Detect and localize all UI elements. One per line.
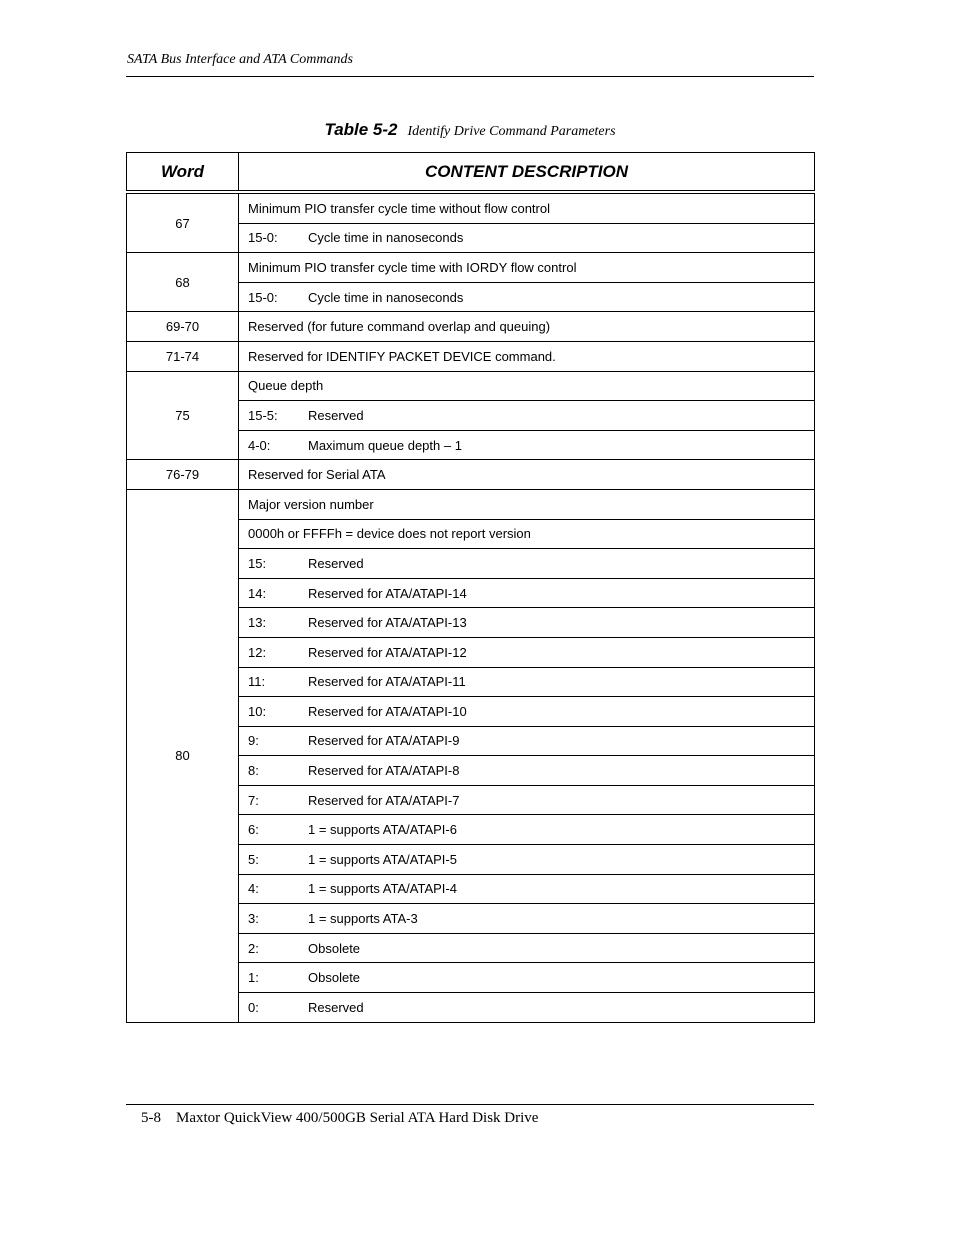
bit-range-label: 8: — [248, 763, 259, 779]
word-cell: 67 — [127, 192, 239, 253]
description-cell — [239, 253, 815, 283]
description-text: Reserved — [308, 407, 364, 423]
table-row — [127, 371, 815, 401]
description-text: Reserved (for future command overlap and queuing) — [248, 319, 551, 335]
description-text: Cycle time in nanoseconds — [308, 230, 464, 246]
word-cell: 76-79 — [127, 460, 239, 490]
description-text: 1 = supports ATA-3 — [308, 911, 418, 927]
description-cell — [239, 341, 815, 371]
bit-range-label: 12: — [248, 644, 267, 660]
description-cell — [239, 667, 815, 697]
identify-drive-table — [126, 152, 815, 1023]
description-text: 0000h or FFFFh = device does not report version — [248, 526, 531, 542]
table-caption-title: Identify Drive Command Parameters — [407, 124, 616, 139]
page-footer — [141, 1110, 538, 1127]
table-caption-label: Table 5-2 — [324, 120, 398, 139]
description-text: Reserved — [308, 999, 364, 1015]
description-cell — [239, 578, 815, 608]
bit-range-label: 15-5: — [248, 407, 278, 423]
description-cell — [239, 697, 815, 727]
description-cell — [239, 993, 815, 1023]
description-cell — [239, 549, 815, 579]
description-cell — [239, 933, 815, 963]
bit-range-label: 2: — [248, 940, 259, 956]
bit-range-label: 4: — [248, 881, 259, 897]
description-text: Reserved for ATA/ATAPI-8 — [308, 763, 460, 779]
description-cell — [239, 904, 815, 934]
description-text: 1 = supports ATA/ATAPI-5 — [308, 851, 457, 867]
description-text: Reserved for ATA/ATAPI-9 — [308, 733, 460, 749]
description-text: Reserved for ATA/ATAPI-14 — [308, 585, 467, 601]
page-number: 5-8 — [141, 1110, 161, 1126]
description-text: Reserved for ATA/ATAPI-10 — [308, 703, 467, 719]
description-text: Reserved for Serial ATA — [248, 467, 386, 483]
description-cell — [239, 637, 815, 667]
bit-range-label: 15: — [248, 555, 267, 571]
description-cell — [239, 874, 815, 904]
description-text: Reserved for ATA/ATAPI-13 — [308, 615, 467, 631]
word-cell: 71-74 — [127, 341, 239, 371]
description-cell — [239, 282, 815, 312]
description-text: Reserved — [308, 555, 364, 571]
bit-range-label: 7: — [248, 792, 259, 808]
bit-range-label: 10: — [248, 703, 267, 719]
description-text: Queue depth — [248, 378, 324, 394]
table-body — [127, 192, 815, 1022]
table-caption — [126, 120, 814, 140]
bit-range-label: 0: — [248, 999, 259, 1015]
description-cell — [239, 726, 815, 756]
description-text: Cycle time in nanoseconds — [308, 289, 464, 305]
bit-range-label: 3: — [248, 911, 259, 927]
description-cell — [239, 460, 815, 490]
description-cell — [239, 401, 815, 431]
description-cell — [239, 489, 815, 519]
description-text: 1 = supports ATA/ATAPI-4 — [308, 881, 457, 897]
table-row — [127, 192, 815, 223]
description-cell — [239, 845, 815, 875]
bit-range-label: 14: — [248, 585, 267, 601]
bit-range-label: 4-0: — [248, 437, 271, 453]
bit-range-label: 9: — [248, 733, 259, 749]
bit-range-label: 11: — [248, 674, 266, 690]
description-cell — [239, 963, 815, 993]
word-cell: 69-70 — [127, 312, 239, 342]
table-row — [127, 341, 815, 371]
description-text: Reserved for ATA/ATAPI-7 — [308, 792, 460, 808]
description-cell — [239, 815, 815, 845]
table-header-row — [127, 153, 815, 193]
description-text: 1 = supports ATA/ATAPI-6 — [308, 822, 457, 838]
bit-range-label: 15-0: — [248, 289, 278, 305]
description-cell — [239, 430, 815, 460]
description-cell — [239, 192, 815, 223]
word-cell: 68 — [127, 253, 239, 312]
book-title: Maxtor QuickView 400/500GB Serial ATA Hard Disk Drive — [176, 1110, 539, 1126]
table-row — [127, 460, 815, 490]
column-header-word: Word — [127, 153, 239, 193]
description-cell — [239, 312, 815, 342]
footer-rule — [126, 1104, 814, 1105]
table-row — [127, 253, 815, 283]
description-text: Minimum PIO transfer cycle time without flow control — [248, 200, 550, 216]
bit-range-label: 6: — [248, 822, 259, 838]
table-row — [127, 489, 815, 519]
word-cell: 75 — [127, 371, 239, 460]
description-cell — [239, 519, 815, 549]
description-text: Obsolete — [308, 940, 361, 956]
bit-range-label: 13: — [248, 615, 267, 631]
bit-range-label: 15-0: — [248, 230, 278, 246]
description-cell — [239, 785, 815, 815]
description-text: Major version number — [248, 496, 374, 512]
description-text: Reserved for IDENTIFY PACKET DEVICE command. — [248, 348, 556, 364]
description-text: Minimum PIO transfer cycle time with IORDY flow control — [248, 259, 577, 275]
column-header-description: CONTENT DESCRIPTION — [239, 153, 815, 193]
description-text: Reserved for ATA/ATAPI-12 — [308, 644, 467, 660]
description-cell — [239, 756, 815, 786]
bit-range-label: 1: — [248, 970, 259, 986]
word-cell: 80 — [127, 489, 239, 1022]
description-text: Reserved for ATA/ATAPI-11 — [308, 674, 466, 690]
description-cell — [239, 223, 815, 253]
description-text: Maximum queue depth – 1 — [308, 437, 462, 453]
description-cell — [239, 608, 815, 638]
bit-range-label: 5: — [248, 851, 259, 867]
description-text: Obsolete — [308, 970, 361, 986]
running-header: SATA Bus Interface and ATA Commands — [127, 52, 353, 67]
description-cell — [239, 371, 815, 401]
header-rule — [126, 76, 814, 77]
table-row — [127, 312, 815, 342]
